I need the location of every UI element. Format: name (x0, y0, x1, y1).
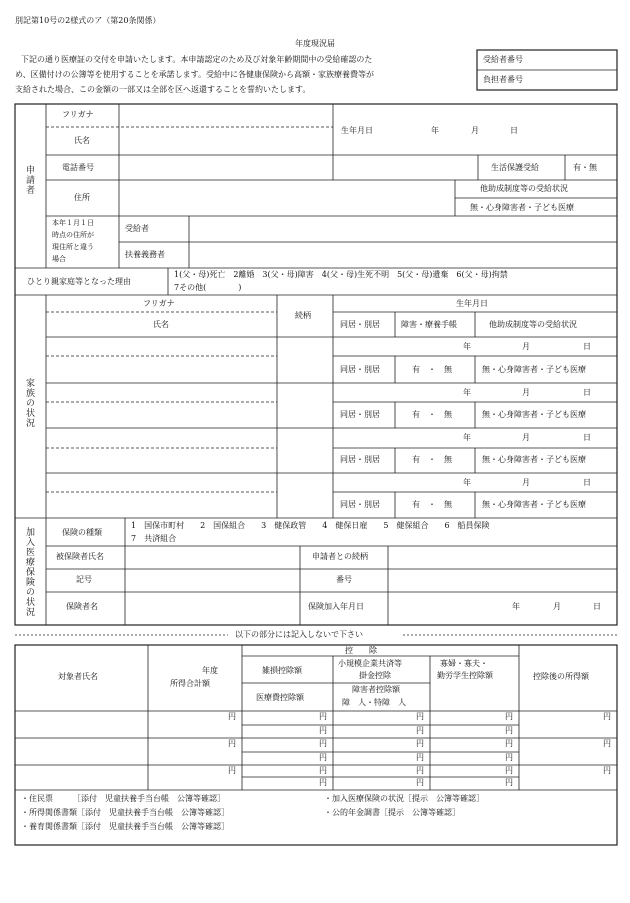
family-name-field[interactable] (48, 494, 275, 516)
applicant-birthdate-label: 生年月日 (341, 126, 373, 135)
medical-deduction-header: 医療費控除額 (256, 693, 304, 702)
applicant-section-label: 申請者 (24, 165, 34, 195)
payer-number-field[interactable] (523, 70, 617, 90)
family-other-aid-option[interactable]: 無・心身障害者・子ども医療 (482, 365, 586, 374)
prev-address-recipient-field[interactable] (191, 218, 615, 240)
applicant-phone-label: 電話番号 (62, 163, 94, 172)
footnote-insurance-status: ・加入医療保険の状況［提示 公簿等確認］ (324, 794, 484, 803)
yen-unit: 円 (416, 753, 424, 762)
family-name-field[interactable] (48, 358, 275, 381)
yen-unit: 円 (505, 726, 513, 735)
family-other-aid-option[interactable]: 無・心身障害者・子ども医療 (482, 500, 586, 509)
target-name-header: 対象者氏名 (58, 672, 98, 681)
recipient-number-label: 受給者番号 (483, 55, 523, 64)
family-year-unit: 年 (463, 342, 471, 351)
family-day-unit: 日 (583, 388, 591, 397)
family-cohab-option[interactable]: 同居・別居 (340, 410, 380, 419)
insurance-section-label: 加入医療保険の状況 (24, 527, 34, 617)
yen-unit: 円 (505, 753, 513, 762)
insurer-name-label: 保険者名 (66, 602, 98, 611)
insurance-number-label: 番号 (336, 575, 352, 584)
family-day-unit: 日 (583, 433, 591, 442)
yen-unit: 円 (416, 739, 424, 748)
yen-unit: 円 (319, 753, 327, 762)
income-year-header: 年度 (202, 666, 218, 675)
insured-name-field[interactable] (127, 548, 298, 567)
applicant-address-label: 住所 (74, 193, 90, 202)
intro-line-3: 支給された場合、この金額の一部又は全部を区へ返還することを誓約いたします。 (15, 85, 311, 94)
family-month-unit: 月 (522, 478, 530, 487)
yen-unit: 円 (505, 712, 513, 721)
prev-address-note-3: 現住所と違う (52, 243, 94, 251)
footnote-resident-record: ・住民票 ［添付 児童扶養手当台帳 公簿等確認］ (21, 794, 225, 803)
family-other-aid-option[interactable]: 無・心身障害者・子ども医療 (482, 410, 586, 419)
family-relation-field[interactable] (279, 339, 331, 381)
insurance-month-unit: 月 (553, 602, 561, 611)
prev-address-note-2: 時点の住所が (52, 231, 94, 239)
insurance-type-options[interactable]: 1 国保市町村 2 国保組合 3 健保政管 4 健保日雇 5 健保組合 6 船員保険 (131, 521, 490, 530)
small-biz-header-1: 小規模企業共済等 (338, 659, 402, 668)
yen-unit: 円 (319, 778, 327, 787)
disabled-deduction-header-1: 障害者控除額 (352, 685, 400, 694)
intro-line-1: 下記の通り医療証の交付を申請いたします。本申請認定のため及び対象年齢期間中の受給確認のた (21, 55, 373, 64)
family-furigana-field[interactable] (48, 430, 275, 446)
prev-address-supporter-label: 扶養義務者 (125, 250, 165, 259)
family-name-header: 氏名 (153, 320, 169, 329)
family-furigana-field[interactable] (48, 475, 275, 490)
after-deduction-header: 控除後の所得額 (533, 672, 589, 681)
applicant-day-unit: 日 (510, 126, 518, 135)
form-reference: 別記第10号の2様式のア（第20条関係） (15, 16, 161, 25)
insurance-day-unit: 日 (593, 602, 601, 611)
office-use-divider: 以下の部分には記入しないで下さい (235, 630, 363, 639)
family-other-aid-option[interactable]: 無・心身障害者・子ども医療 (482, 455, 586, 464)
family-furigana-field[interactable] (48, 385, 275, 400)
deduction-header: 控 除 (345, 646, 377, 655)
yen-unit: 円 (416, 766, 424, 775)
family-cohab-option[interactable]: 同居・別居 (340, 500, 380, 509)
family-handbook-header: 障害・療養手帳 (401, 320, 457, 329)
applicant-month-unit: 月 (471, 126, 479, 135)
prev-address-note-1: 本年１月１日 (52, 219, 94, 227)
yen-unit: 円 (319, 766, 327, 775)
insured-name-label: 被保険者氏名 (56, 552, 104, 561)
family-day-unit: 日 (583, 478, 591, 487)
insurance-type-option-7[interactable]: 7 共済組合 (131, 534, 177, 543)
family-furigana-field[interactable] (48, 339, 275, 354)
insurance-year-unit: 年 (512, 602, 520, 611)
family-cohab-header: 同居・別居 (340, 320, 380, 329)
insurance-symbol-label: 記号 (76, 575, 92, 584)
family-name-field[interactable] (48, 404, 275, 426)
applicant-name-label: 氏名 (74, 136, 90, 145)
family-furigana-header: フリガナ (143, 299, 175, 308)
insurance-join-date-label: 保険加入年月日 (308, 602, 364, 611)
family-day-unit: 日 (583, 342, 591, 351)
family-relation-field[interactable] (279, 475, 331, 516)
footnote-upbringing-docs: ・養育関係書類［添付 児童扶養手当台帳 公簿等確認］ (21, 822, 229, 831)
family-relation-field[interactable] (279, 430, 331, 471)
yen-unit: 円 (416, 712, 424, 721)
applicant-name-field[interactable] (121, 129, 331, 153)
yen-unit: 円 (319, 726, 327, 735)
applicant-phone-field[interactable] (121, 157, 476, 178)
applicant-furigana-label: フリガナ (62, 110, 94, 119)
yen-unit: 円 (319, 739, 327, 748)
family-month-unit: 月 (522, 433, 530, 442)
widow-header-2: 勤労学生控除額 (437, 671, 493, 680)
applicant-year-unit: 年 (431, 126, 439, 135)
applicant-address-field[interactable] (121, 182, 453, 214)
small-biz-header-2: 掛金控除 (359, 671, 391, 680)
yen-unit: 円 (228, 739, 236, 748)
footnote-income-docs: ・所得関係書類［添付 児童扶養手当台帳 公簿等確認］ (21, 808, 229, 817)
welfare-label: 生活保護受給 (491, 163, 539, 172)
prev-address-note-4: 場合 (52, 255, 66, 263)
insurance-number-field[interactable] (390, 571, 615, 590)
yen-unit: 円 (603, 739, 611, 748)
yen-unit: 円 (319, 712, 327, 721)
yen-unit: 円 (603, 766, 611, 775)
family-month-unit: 月 (522, 388, 530, 397)
family-other-aid-header: 他助成制度等の受給状況 (489, 320, 577, 329)
family-cohab-option[interactable]: 同居・別居 (340, 365, 380, 374)
recipient-number-field[interactable] (523, 50, 617, 70)
family-birthdate-header: 生年月日 (456, 299, 488, 308)
family-name-field[interactable] (48, 450, 275, 471)
applicant-furigana-field[interactable] (121, 106, 331, 125)
welfare-option[interactable]: 有・無 (573, 163, 597, 172)
widow-header-1: 寡婦・寡夫・ (440, 659, 488, 668)
other-aid-label: 他助成制度等の受給状況 (480, 184, 568, 193)
insurance-symbol-field[interactable] (127, 571, 298, 590)
yen-unit: 円 (603, 712, 611, 721)
family-section-label: 家族の状況 (24, 378, 34, 428)
payer-number-label: 負担者番号 (483, 75, 523, 84)
family-year-unit: 年 (463, 388, 471, 397)
yen-unit: 円 (505, 778, 513, 787)
single-parent-reason-label: ひとり親家庭等となった理由 (27, 277, 131, 286)
relation-to-applicant-field[interactable] (390, 548, 615, 567)
family-handbook-option[interactable]: 有 ・ 無 (412, 500, 452, 509)
prev-address-supporter-field[interactable] (191, 244, 615, 266)
family-year-unit: 年 (463, 433, 471, 442)
family-handbook-option[interactable]: 有 ・ 無 (412, 365, 452, 374)
prev-address-recipient-label: 受給者 (125, 224, 149, 233)
insurer-name-field[interactable] (127, 594, 298, 623)
family-month-unit: 月 (522, 342, 530, 351)
form-title: 年度現況届 (295, 39, 335, 48)
yen-unit: 円 (416, 778, 424, 787)
single-parent-reason-other[interactable]: 7その他( ) (174, 283, 242, 292)
insurance-type-label: 保険の種類 (62, 528, 102, 537)
family-handbook-option[interactable]: 有 ・ 無 (412, 455, 452, 464)
yen-unit: 円 (416, 726, 424, 735)
yen-unit: 円 (228, 766, 236, 775)
yen-unit: 円 (228, 712, 236, 721)
family-year-unit: 年 (463, 478, 471, 487)
relation-to-applicant-label: 申請者との続柄 (312, 552, 368, 561)
yen-unit: 円 (505, 766, 513, 775)
family-relation-field[interactable] (279, 385, 331, 426)
income-total-header: 所得合計額 (170, 679, 210, 688)
family-relation-header: 続柄 (295, 311, 311, 320)
disabled-deduction-header-2: 障 人・特障 人 (342, 698, 406, 707)
misc-loss-header: 雑損控除額 (262, 666, 302, 675)
family-cohab-option[interactable]: 同居・別居 (340, 455, 380, 464)
intro-line-2: め、区備付けの公簿等を使用することを承諾します。受給中に各健康保険から高額・家族療養費等が (15, 70, 375, 79)
footnote-pension: ・公的年金調書［提示 公簿等確認］ (324, 808, 460, 817)
family-handbook-option[interactable]: 有 ・ 無 (412, 410, 452, 419)
yen-unit: 円 (505, 739, 513, 748)
single-parent-reason-options[interactable]: 1(父・母)死亡 2離婚 3(父・母)障害 4(父・母)生死不明 5(父・母)遺棄 6(父・母)拘禁 (174, 270, 508, 279)
other-aid-options[interactable]: 無・心身障害者・子ども医療 (470, 203, 574, 212)
